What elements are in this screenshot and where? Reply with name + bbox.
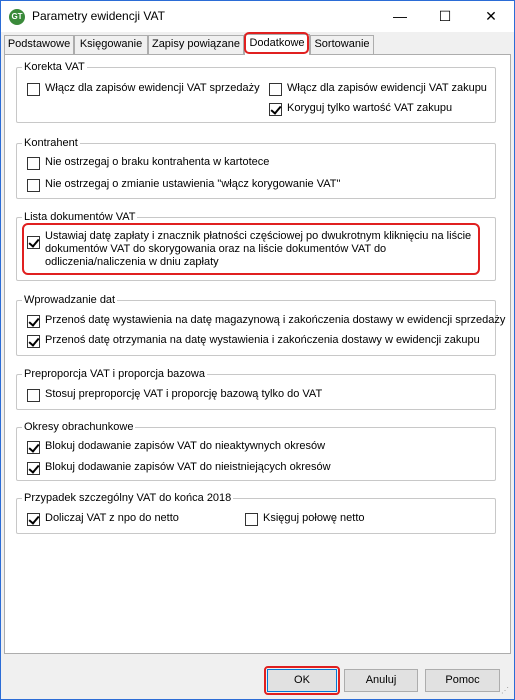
checkbox-korekta-zakup[interactable] — [269, 82, 487, 96]
checkbox-box[interactable] — [27, 83, 40, 96]
group-wprowadzanie-dat — [16, 294, 506, 356]
tab-sortowanie[interactable]: Sortowanie — [310, 35, 374, 54]
group-label: Lista dokumentów VAT — [24, 211, 136, 223]
group-label: Wprowadzanie dat — [24, 294, 116, 306]
checkbox-label: Blokuj dodawanie zapisów VAT do nieistniejących okresów — [45, 461, 331, 473]
checkbox-nieistniejace-okresy[interactable] — [27, 461, 331, 475]
checkbox-box[interactable] — [27, 335, 40, 348]
checkbox-label: Ustawiaj datę zapłaty i znacznik płatności częściowej po dwukrotnym kliknięciu na liście dokumentów VAT do skorygowania oraz na liście dokumentów VAT do odliczenia/naliczenia w dniu zapłaty — [45, 230, 472, 268]
checkbox-label: Nie ostrzegaj o braku kontrahenta w kartotece — [45, 156, 270, 168]
checkbox-box[interactable] — [269, 103, 282, 116]
group-label: Przypadek szczególny VAT do końca 2018 — [24, 492, 232, 504]
checkbox-box[interactable] — [27, 179, 40, 192]
checkbox-polowa-netto[interactable] — [245, 512, 365, 526]
checkbox-label: Przenoś datę wystawienia na datę magazynową i zakończenia dostawy w ewidencji sprzedaży — [45, 314, 506, 326]
maximize-icon[interactable]: ☐ — [438, 8, 452, 24]
checkbox-label: Doliczaj VAT z npo do netto — [45, 512, 179, 524]
ok-button[interactable]: OK — [267, 669, 337, 692]
checkbox-doliczaj-vat[interactable] — [27, 512, 179, 526]
group-kontrahent — [16, 137, 496, 199]
tab-zapisy-powiazane[interactable]: Zapisy powiązane — [148, 35, 244, 54]
close-icon[interactable]: ✕ — [485, 8, 497, 24]
checkbox-box[interactable] — [27, 315, 40, 328]
checkbox-label: Blokuj dodawanie zapisów VAT do nieaktywnych okresów — [45, 440, 326, 452]
checkbox-label: Księguj połowę netto — [263, 512, 365, 524]
group-okresy — [16, 421, 496, 481]
window-title: Parametry ewidencji VAT — [32, 9, 165, 23]
checkbox-box[interactable] — [269, 83, 282, 96]
checkbox-box[interactable] — [27, 157, 40, 170]
group-korekta-vat — [16, 61, 496, 123]
tab-highlight-annotation — [244, 32, 309, 54]
tab-ksiegowanie[interactable]: Księgowanie — [74, 35, 148, 54]
app-icon: GT — [9, 9, 25, 25]
checkbox-box[interactable] — [27, 441, 40, 454]
checkbox-data-otrzymania[interactable] — [27, 334, 480, 348]
minimize-icon[interactable]: — — [393, 8, 407, 24]
checkbox-korekta-sprzedaz[interactable] — [27, 82, 260, 96]
group-przypadek-szczegolny — [16, 492, 496, 534]
checkbox-preproporcja[interactable] — [27, 388, 322, 402]
checkbox-label: Włącz dla zapisów ewidencji VAT sprzedaży — [45, 82, 260, 94]
tab-dodatkowe[interactable]: Dodatkowe — [244, 34, 310, 55]
checkbox-label: Stosuj preproporcję VAT i proporcję bazową tylko do VAT — [45, 388, 323, 400]
checkbox-box[interactable] — [27, 513, 40, 526]
highlight-annotation — [22, 223, 480, 275]
group-label: Kontrahent — [24, 137, 78, 149]
cancel-button[interactable]: Anuluj — [344, 669, 418, 692]
checkbox-label: Nie ostrzegaj o zmianie ustawienia "włącz korygowanie VAT" — [45, 178, 341, 190]
group-label: Preproporcja VAT i proporcja bazowa — [24, 368, 205, 380]
checkbox-koryguj-vat-zakupu[interactable] — [269, 102, 452, 116]
checkbox-nieaktywne-okresy[interactable] — [27, 440, 325, 454]
checkbox-zmiana-korygowania[interactable] — [27, 178, 340, 192]
checkbox-box[interactable] — [245, 513, 258, 526]
checkbox-box[interactable] — [27, 462, 40, 475]
tab-podstawowe[interactable]: Podstawowe — [4, 35, 74, 54]
checkbox-box[interactable] — [27, 389, 40, 402]
checkbox-label: Koryguj tylko wartość VAT zakupu — [287, 102, 453, 114]
checkbox-data-wystawienia[interactable] — [27, 314, 505, 328]
group-label: Okresy obrachunkowe — [24, 421, 134, 433]
resize-grip-icon[interactable]: ⋰ — [501, 686, 509, 695]
ok-highlight-annotation — [264, 666, 340, 695]
checkbox-label: Włącz dla zapisów ewidencji VAT zakupu — [287, 82, 487, 94]
checkbox-label: Przenoś datę otrzymania na datę wystawienia i zakończenia dostawy w ewidencji zakupu — [45, 334, 480, 346]
help-button[interactable]: Pomoc — [425, 669, 500, 692]
group-preproporcja — [16, 368, 496, 410]
checkbox-brak-kontrahenta[interactable] — [27, 156, 269, 170]
group-label: Korekta VAT — [24, 61, 85, 73]
title-bar — [1, 1, 514, 32]
tab-panel — [4, 54, 511, 654]
